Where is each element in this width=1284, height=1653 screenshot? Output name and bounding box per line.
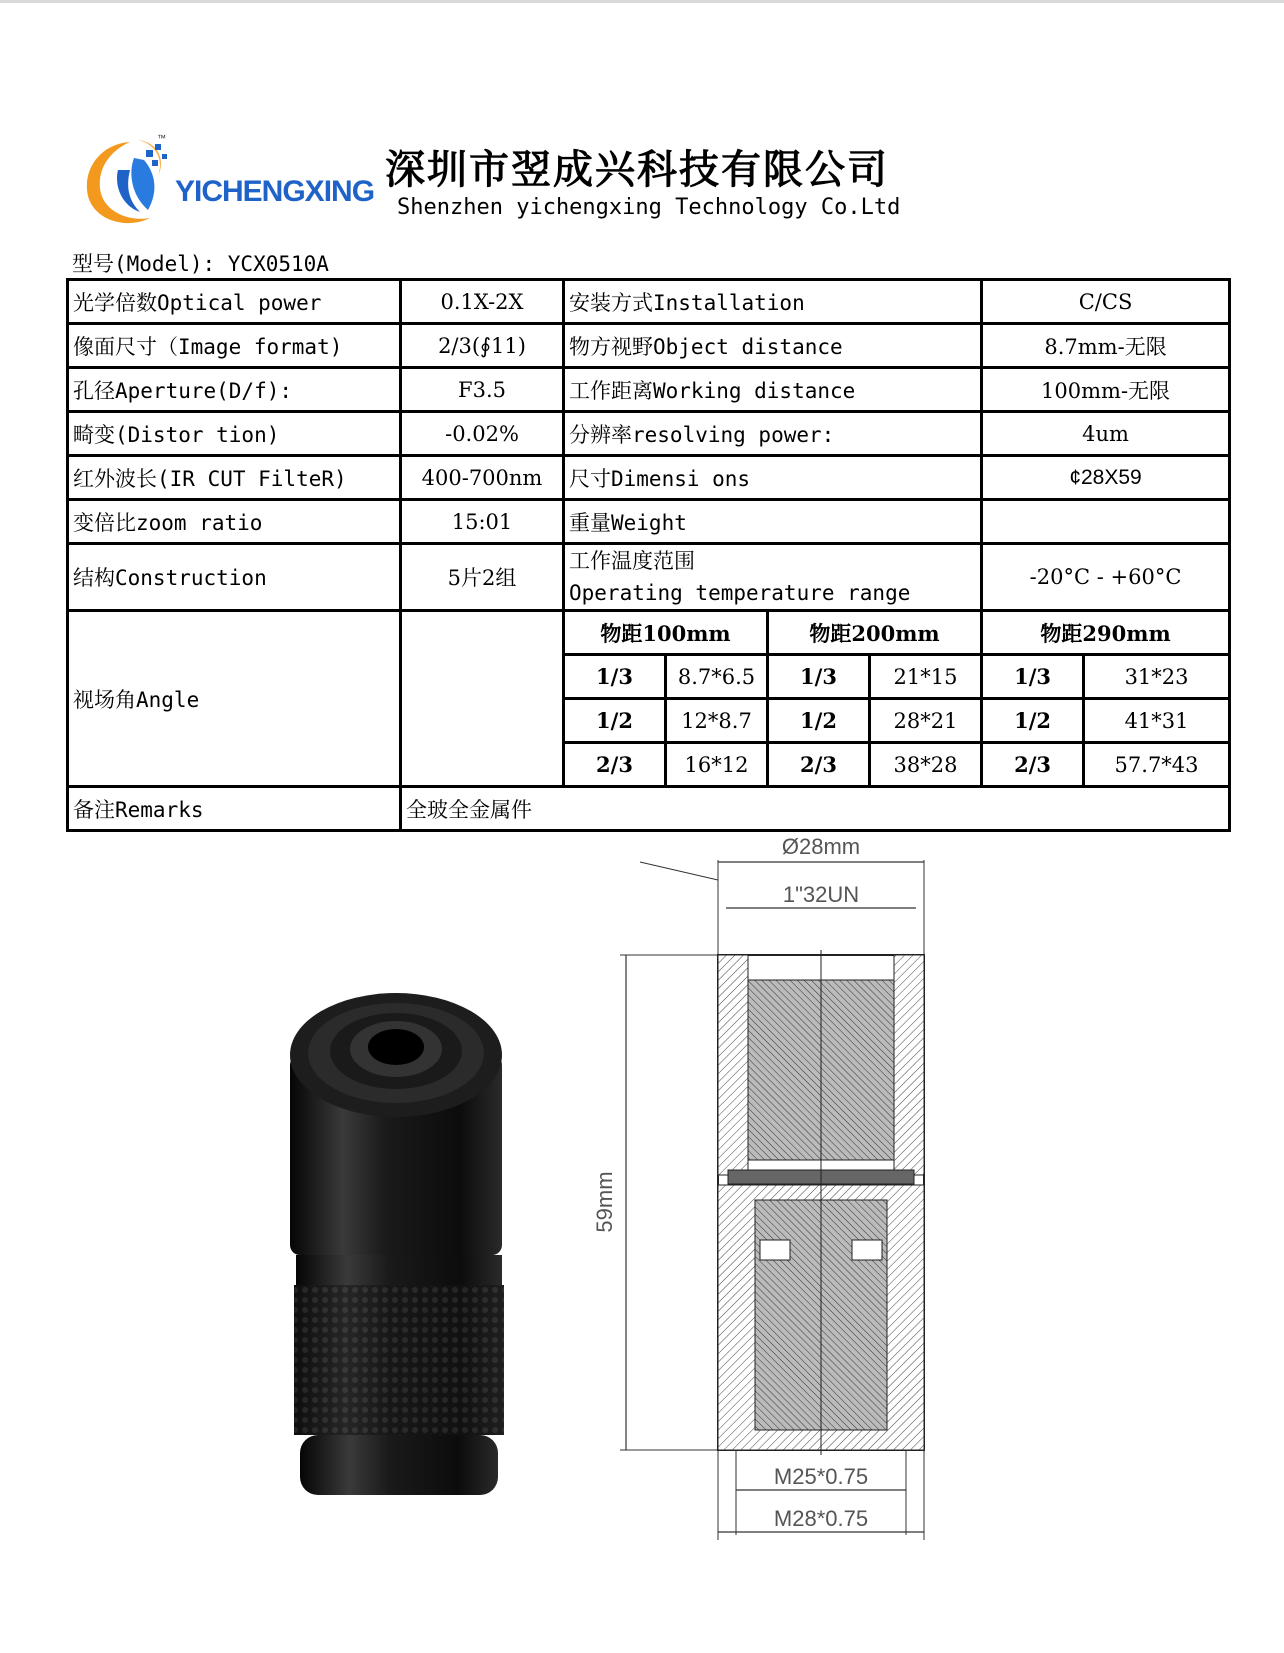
logo-trademark: ™ [157, 133, 166, 143]
spec-value: 0.1X-2X [401, 280, 564, 324]
dim-length: 59mm [592, 1171, 617, 1233]
spec-value: 400-700nm [401, 456, 564, 500]
spec-row [68, 787, 1230, 831]
technical-drawing [592, 834, 1000, 1640]
spec-label: 结构Construction [68, 544, 401, 611]
dim-thread-top: 1"32UN [782, 882, 860, 907]
spec-row [68, 412, 1230, 456]
angle-value: 21*15 [870, 655, 982, 699]
spec-value [982, 500, 1230, 544]
angle-value: 16*12 [666, 743, 768, 787]
spec-row [68, 280, 1230, 324]
angle-value: 38*28 [870, 743, 982, 787]
company-name-cn: 深圳市翌成兴科技有限公司 [385, 146, 889, 193]
spec-row [68, 368, 1230, 412]
spec-value: 8.7mm-无限 [982, 324, 1230, 368]
spec-table [66, 278, 1231, 832]
spec-label: 分辨率resolving power: [564, 412, 982, 456]
spec-label: 视场角Angle [68, 611, 401, 787]
angle-value: 57.7*43 [1084, 743, 1230, 787]
angle-header: 物距200mm [768, 611, 982, 655]
spec-value: 100mm-无限 [982, 368, 1230, 412]
angle-header: 物距100mm [564, 611, 768, 655]
spec-row [68, 456, 1230, 500]
angle-format: 1/3 [768, 655, 870, 699]
spec-value: -0.02% [401, 412, 564, 456]
spec-label: 尺寸Dimensi ons [564, 456, 982, 500]
temperature-label-cn: 工作温度范围 [569, 549, 695, 573]
spec-label: 变倍比zoom ratio [68, 500, 401, 544]
logo-wordmark: YICHENGXING [175, 175, 375, 208]
spec-label: 红外波长(IR CUT FilteR) [68, 456, 401, 500]
spec-label: 安装方式Installation [564, 280, 982, 324]
dim-diameter: Ø28mm [781, 834, 861, 859]
angle-value: 8.7*6.5 [666, 655, 768, 699]
spec-value: F3.5 [401, 368, 564, 412]
spec-label: 畸变(Distor tion) [68, 412, 401, 456]
angle-format: 1/2 [982, 699, 1084, 743]
angle-header-row [68, 611, 1230, 655]
dim-thread-m25: M25*0.75 [773, 1464, 869, 1489]
angle-format: 1/2 [768, 699, 870, 743]
angle-empty-cell [401, 611, 564, 787]
angle-value: 41*31 [1084, 699, 1230, 743]
angle-format: 2/3 [768, 743, 870, 787]
spec-label: 光学倍数Optical power [68, 280, 401, 324]
spec-label: 备注Remarks [68, 787, 401, 831]
spec-value: 5片2组 [401, 544, 564, 611]
spec-value: 15:01 [401, 500, 564, 544]
spec-label: 像面尺寸（Image format) [68, 324, 401, 368]
spec-value: 全玻全金属件 [401, 787, 1230, 831]
angle-value: 12*8.7 [666, 699, 768, 743]
spec-value: C/CS [982, 280, 1230, 324]
angle-format: 1/2 [564, 699, 666, 743]
temperature-label-en: Operating temperature range [569, 581, 911, 605]
product-photo [290, 985, 540, 1515]
top-rule [0, 0, 1284, 3]
angle-value: 31*23 [1084, 655, 1230, 699]
spec-value: -20°C - +60°C [982, 544, 1230, 611]
angle-format: 1/3 [564, 655, 666, 699]
angle-format: 1/3 [982, 655, 1084, 699]
spec-row [68, 500, 1230, 544]
spec-value: 4um [982, 412, 1230, 456]
angle-format: 2/3 [982, 743, 1084, 787]
spec-value: ¢28X59 [982, 456, 1230, 500]
company-name-en: Shenzhen yichengxing Technology Co.Ltd [397, 195, 901, 220]
spec-label: 物方视野Object distance [564, 324, 982, 368]
angle-header: 物距290mm [982, 611, 1230, 655]
angle-value: 28*21 [870, 699, 982, 743]
spec-row [68, 544, 1230, 611]
spec-row [68, 324, 1230, 368]
dim-thread-m28: M28*0.75 [773, 1506, 869, 1531]
spec-label: 孔径Aperture(D/f): [68, 368, 401, 412]
spec-value: 2/3(∮11) [401, 324, 564, 368]
model-line: 型号(Model): YCX0510A [72, 252, 329, 276]
spec-label: 工作距离Working distance [564, 368, 982, 412]
spec-label: 重量Weight [564, 500, 982, 544]
angle-format: 2/3 [564, 743, 666, 787]
spec-label [564, 544, 982, 611]
